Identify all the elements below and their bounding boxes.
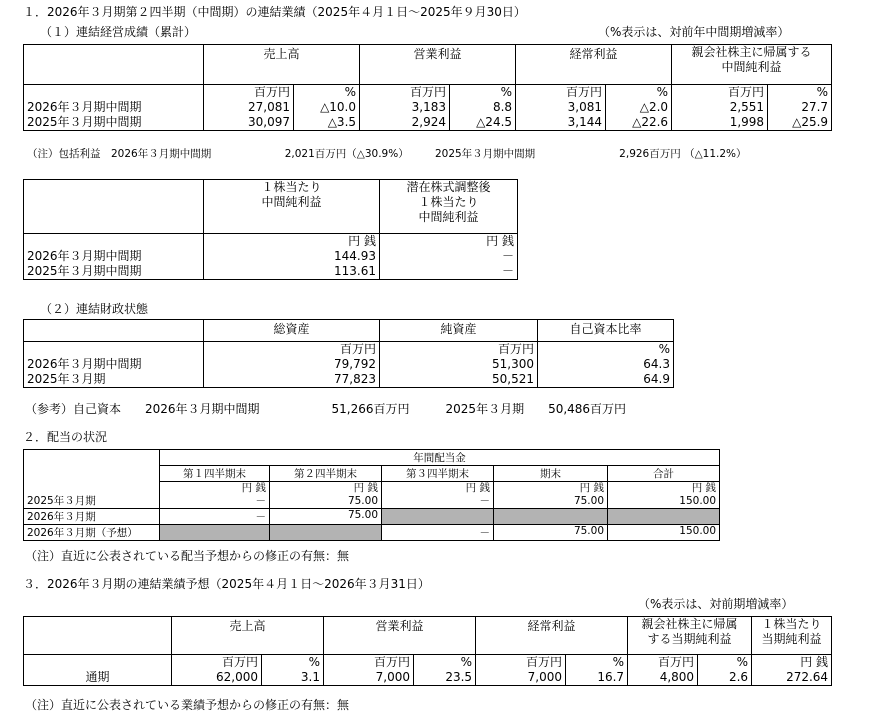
cell-sales-pct [262,655,324,686]
header-eps [204,180,380,234]
cell-diluted [380,234,518,280]
header-diluted-line3: 中間純利益 [418,210,479,224]
unit-mil: 百万円 [410,85,447,99]
unit-yen: 円 銭 [348,234,376,248]
section3-note-right: （%表示は、対前期増減率） [638,597,794,611]
cell-shaded [270,525,382,541]
cell-ord [516,85,606,131]
value: △10.0 [320,100,357,114]
section1-note-right: （%表示は、対前年中間期増減率） [598,25,790,39]
row-label-2025: 2025年３月期中間期 [27,115,142,129]
unit-mil: 百万円 [566,85,603,99]
value: － [479,495,490,507]
row-labels [24,655,172,686]
header-q1: 第１四半期末 [160,466,270,482]
section1-title: １．2026年３月期第２四半期（中間期）の連結業績（2025年４月１日～2025年９月30日） [23,5,526,19]
section1-subtitle: （１）連結経営成績（累計） [40,25,197,39]
unit-yen: 円 銭 [241,482,266,494]
value: 4,800 [659,670,695,684]
cell-q1 [160,482,270,509]
header-blank [24,45,204,85]
unit: % [658,342,670,356]
header-net-assets: 純資産 [380,320,538,342]
header-net-income [628,617,752,655]
header-ordinary-profit: 経常利益 [476,617,628,655]
cell-sales-pct [294,85,360,131]
header-total: 合計 [608,466,720,482]
unit-yen: 円 銭 [800,655,829,669]
cell-q2 [270,482,382,509]
unit-mil: 百万円 [374,655,411,669]
value: 7,000 [527,670,563,684]
cell-ord-pct [606,85,672,131]
cell-net [672,85,768,131]
value: － [501,249,514,263]
cell-op [360,85,450,131]
header-eps-line1: １株当たり [261,180,322,194]
cell-total-assets [204,342,380,388]
row-label-2025: 2025年３月期中間期 [27,264,142,278]
header-blank [24,466,160,482]
row-label-2025: 2025年３月期 [27,494,96,507]
header-diluted-line2: １株当たり [418,195,479,209]
unit-mil: 百万円 [253,85,290,99]
cell-shaded [160,525,270,541]
cell-year-end: 75.00 [494,525,608,541]
value: 7,000 [375,670,411,684]
cell-total: 150.00 [608,525,720,541]
header-ordinary-profit: 経常利益 [516,45,672,85]
unit-pct: % [500,85,513,99]
unit: 百万円 [339,342,376,356]
dividend-table [23,449,720,541]
forecast-note: （注）直近に公表されている業績予想からの修正の有無：無 [25,698,350,712]
cell-equity-ratio [538,342,674,388]
value: 27,081 [248,100,290,114]
unit-pct: % [736,655,749,669]
cell-shaded [382,509,494,525]
unit-pct: % [816,85,829,99]
unit-pct: % [344,85,357,99]
row-label-2026: 2026年３月期中間期 [27,357,142,371]
header-net-income-line2: 中間純利益 [721,60,782,74]
header-blank [24,617,172,655]
value: △22.6 [632,115,669,129]
cell-total [608,482,720,509]
dividend-title: ２．配当の状況 [23,430,108,444]
operating-results-table [23,44,832,131]
financial-position-table [23,319,674,388]
value: 50,521 [492,372,534,386]
unit-yen: 円 銭 [465,482,490,494]
unit-mil: 百万円 [728,85,765,99]
header-q2: 第２四半期末 [270,466,382,482]
cell-ord [476,655,566,686]
value: 30,097 [248,115,290,129]
value: △2.0 [639,100,669,114]
cell-op [324,655,414,686]
value: 2,924 [411,115,447,129]
header-year-end: 期末 [494,466,608,482]
unit-mil: 百万円 [526,655,563,669]
header-net-income-line2: する当期純利益 [647,632,732,646]
header-total-assets: 総資産 [204,320,380,342]
value: 75.00 [573,495,604,507]
header-sales: 売上高 [204,45,360,85]
value: － [501,264,514,278]
eps-table [23,179,518,280]
row-label-2025: 2025年３月期 [27,372,106,386]
unit-pct: % [612,655,625,669]
value: △25.9 [792,115,829,129]
cell-net [628,655,698,686]
unit: 百万円 [497,342,534,356]
header-eps [752,617,832,655]
cell-eps [204,234,380,280]
comprehensive-income-note: （注）包括利益 2026年３月期中間期 2,021百万円（△30.9%） 2025年３月期中間期 2,926百万円 （△11.2%） [27,148,747,160]
value: 77,823 [334,372,376,386]
equity-reference-note: （参考）自己資本 2026年３月期中間期 51,266百万円 2025年３月期 50,486百万円 [25,402,627,416]
unit-mil: 百万円 [658,655,695,669]
unit-mil: 百万円 [221,655,258,669]
row-labels [24,85,204,131]
value: 144.93 [334,249,376,263]
unit-yen: 円 銭 [691,482,717,494]
cell-ord-pct [566,655,628,686]
value: 150.00 [679,495,717,507]
value: 3,081 [567,100,603,114]
header-blank [24,180,204,234]
value: 23.5 [445,670,473,684]
unit-pct: % [460,655,473,669]
header-net-income-line1: 親会社株主に帰属 [641,617,738,631]
value: 79,792 [334,357,376,371]
value: 75.00 [347,495,378,507]
row-label-full-year: 通期 [85,670,110,684]
value: 62,000 [216,670,258,684]
unit-pct: % [656,85,669,99]
unit-yen: 円 銭 [486,234,514,248]
value: － [255,495,266,507]
header-blank [24,450,160,466]
header-q3: 第３四半期末 [382,466,494,482]
section3-title: ３．2026年３月期の連結業績予想（2025年４月１日～2026年３月31日） [23,577,430,591]
cell-net-pct [698,655,752,686]
unit-yen: 円 銭 [353,482,378,494]
value: 1,998 [729,115,765,129]
cell-q3 [382,482,494,509]
section2-subtitle: （２）連結財政状態 [40,302,149,316]
value: 3,183 [411,100,447,114]
row-label-2026: 2026年３月期中間期 [27,249,142,263]
value: 272.64 [786,670,829,684]
header-net-income [672,45,832,85]
header-annual-dividend: 年間配当金 [160,450,720,466]
row-labels [24,234,204,280]
cell-shaded [608,509,720,525]
row-labels [24,342,204,388]
row-labels [24,482,160,509]
header-diluted-line1: 潜在株式調整後 [406,180,491,194]
header-eps-line1: １株当たり [761,617,822,631]
row-label-2026: 2026年３月期中間期 [27,100,142,114]
value: 3.1 [300,670,321,684]
cell-net-assets [380,342,538,388]
value: △3.5 [327,115,357,129]
value: 113.61 [334,264,376,278]
cell-op-pct [414,655,476,686]
row-label-2026: 2026年３月期 [24,509,160,525]
cell-year-end [494,482,608,509]
value: 2.6 [728,670,749,684]
value: 27.7 [801,100,829,114]
cell-net-pct [768,85,832,131]
value: 3,144 [567,115,603,129]
header-operating-profit: 営業利益 [360,45,516,85]
unit-pct: % [308,655,321,669]
dividend-note: （注）直近に公表されている配当予想からの修正の有無：無 [25,549,350,563]
value: 64.9 [643,372,670,386]
value: 16.7 [597,670,625,684]
row-label-2026-forecast: 2026年３月期（予想） [24,525,160,541]
cell-eps [752,655,832,686]
forecast-table [23,616,832,686]
value: 2,551 [729,100,765,114]
header-eps-line2: 中間純利益 [261,195,322,209]
cell-shaded [494,509,608,525]
header-blank [24,320,204,342]
cell-q3: － [382,525,494,541]
value: 8.8 [492,100,513,114]
header-eps-line2: 当期純利益 [761,632,822,646]
header-operating-profit: 営業利益 [324,617,476,655]
value: 64.3 [643,357,670,371]
cell-sales [172,655,262,686]
value: △24.5 [476,115,513,129]
value: 51,300 [492,357,534,371]
header-diluted-eps [380,180,518,234]
unit-yen: 円 銭 [579,482,604,494]
cell-q1: － [160,509,270,525]
header-sales: 売上高 [172,617,324,655]
header-net-income-line1: 親会社株主に帰属する [691,45,812,59]
cell-op-pct [450,85,516,131]
cell-q2: 75.00 [270,509,382,525]
header-equity-ratio: 自己資本比率 [538,320,674,342]
cell-sales [204,85,294,131]
